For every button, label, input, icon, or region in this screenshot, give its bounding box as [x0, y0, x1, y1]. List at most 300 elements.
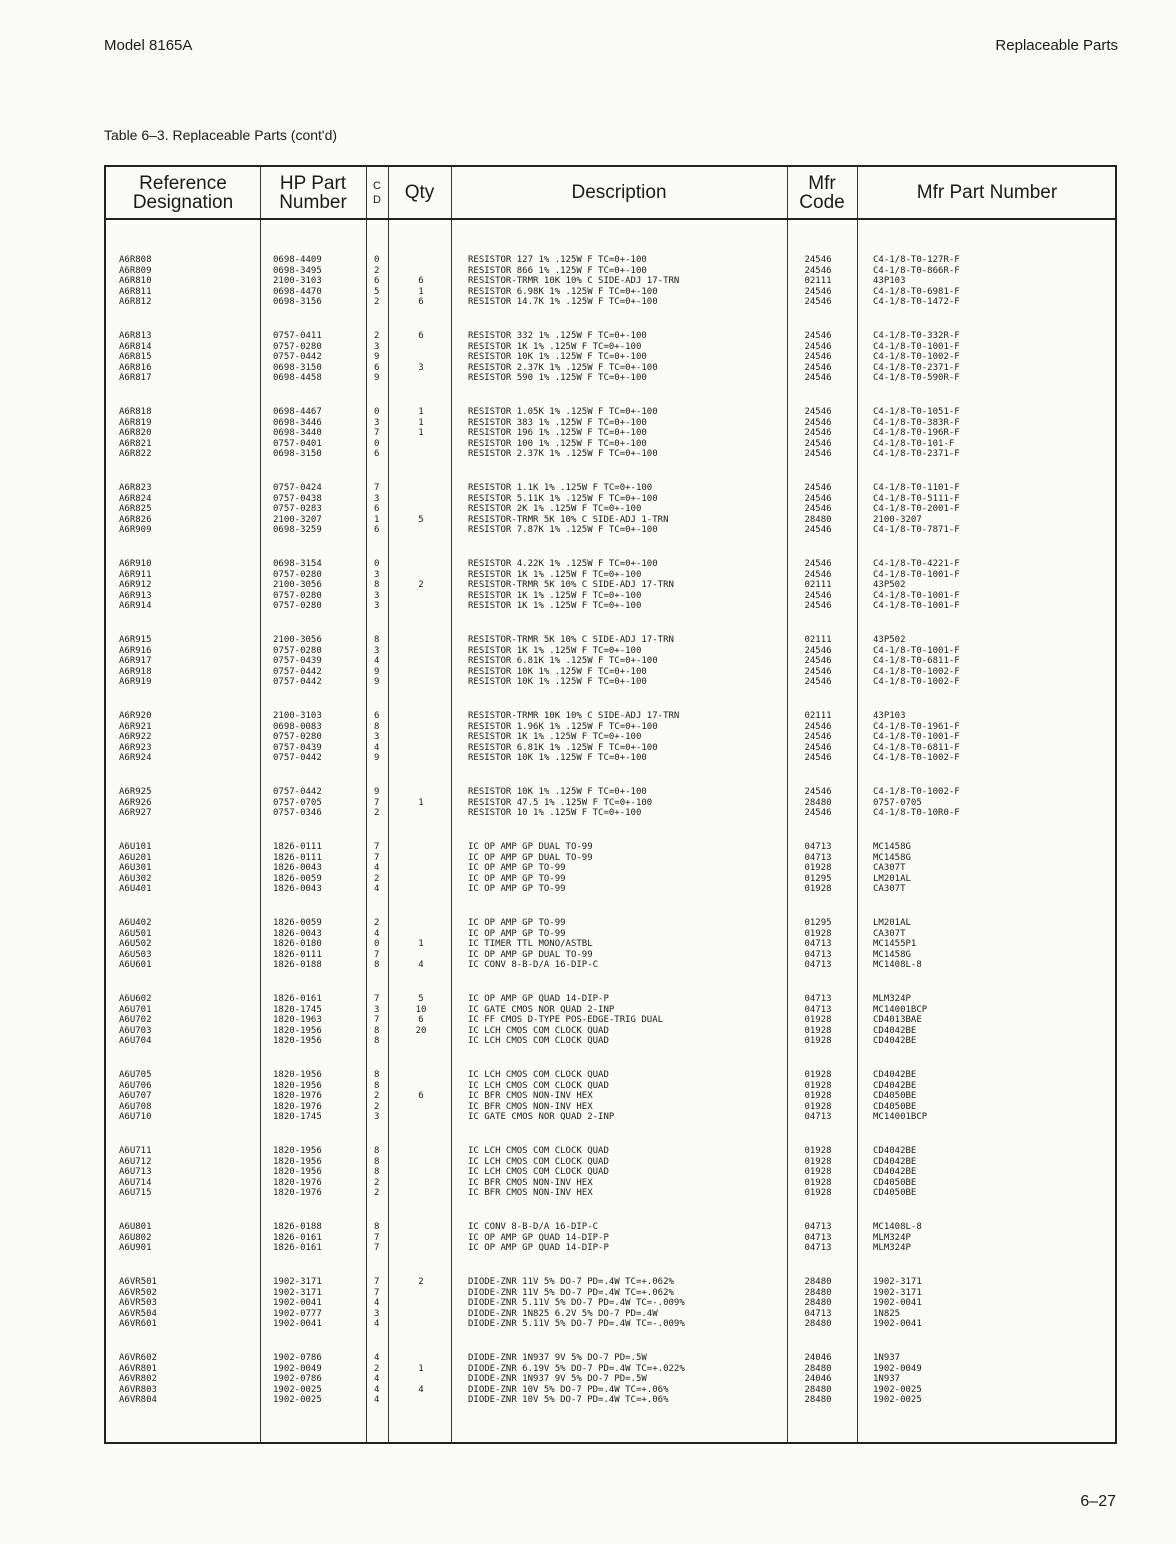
- cell-mpn: C4-1/8-T0-4221-F: [873, 559, 960, 569]
- cell-mfr: 24046: [804, 1353, 832, 1363]
- cell-mpn: 1N937: [873, 1353, 901, 1363]
- row-group: [106, 842, 1115, 895]
- cell-hp: 0757-0442: [273, 753, 322, 763]
- cell-qty: 4: [418, 1384, 424, 1395]
- cell-ref: A6U302: [119, 873, 152, 884]
- cell-mpn: C4-1/8-T0-1001-F: [873, 732, 960, 742]
- cell-qty: 6: [418, 331, 424, 341]
- table-row: [106, 494, 1115, 505]
- cell-cd: 7: [374, 1232, 380, 1243]
- cell-cd: 0: [374, 255, 380, 265]
- cell-ref: A6R823: [119, 483, 152, 493]
- cell-mfr: 01928: [804, 1091, 832, 1101]
- cell-mfr: 01928: [804, 1070, 832, 1080]
- cell-mpn: CD4050BE: [873, 1188, 917, 1198]
- table-row: [106, 842, 1115, 853]
- table-row: [106, 787, 1115, 798]
- table-row: [106, 994, 1115, 1005]
- cell-hp: 1826-0059: [273, 873, 322, 884]
- cell-ref: A6R825: [119, 504, 152, 514]
- cell-ref: A6R909: [119, 525, 152, 535]
- cell-hp: 1902-0786: [273, 1353, 322, 1363]
- cell-mfr: 24546: [804, 352, 832, 362]
- cell-hp: 0698-4458: [273, 373, 322, 383]
- cell-mpn: MC1458G: [873, 842, 911, 852]
- cell-mfr: 24546: [804, 656, 832, 666]
- cell-desc: DIODE-ZNR 5.11V 5% DO-7 PD=.4W TC=-.009%: [468, 1298, 685, 1308]
- table-row: [106, 732, 1115, 743]
- cell-ref: A6R819: [119, 417, 152, 428]
- cell-ref: A6R914: [119, 601, 152, 611]
- cell-desc: IC CONV 8-B-D/A 16-DIP-C: [468, 1222, 599, 1232]
- cell-mpn: C4-1/8-T0-101-F: [873, 438, 955, 449]
- cell-ref: A6R812: [119, 297, 152, 307]
- cell-hp: 0757-0442: [273, 352, 322, 362]
- cell-cd: 7: [374, 994, 380, 1004]
- cell-qty: 5: [418, 514, 424, 525]
- table-row: [106, 1005, 1115, 1016]
- table-row: [106, 1157, 1115, 1168]
- cell-mfr: 02111: [804, 711, 832, 721]
- cell-cd: 4: [374, 742, 380, 753]
- row-group: [106, 1146, 1115, 1199]
- cell-desc: RESISTOR-TRMR 5K 10% C SIDE-ADJ 1-TRN: [468, 514, 669, 525]
- cell-cd: 3: [374, 732, 380, 742]
- cell-desc: IC OP AMP GP QUAD 14-DIP-P: [468, 994, 609, 1004]
- cell-mpn: C4-1/8-T0-1002-F: [873, 666, 960, 677]
- table-row: [106, 580, 1115, 591]
- table-row: [106, 753, 1115, 764]
- cell-cd: 4: [374, 884, 380, 894]
- table-body: [106, 255, 1115, 1429]
- cell-mpn: 1902-0025: [873, 1395, 922, 1405]
- cell-hp: 1820-1956: [273, 1156, 322, 1167]
- cell-ref: A6U707: [119, 1091, 152, 1101]
- cell-mfr: 01928: [804, 1188, 832, 1198]
- cell-cd: 9: [374, 373, 380, 383]
- cell-mfr: 24546: [804, 525, 832, 535]
- table-row: [106, 874, 1115, 885]
- table-row: [106, 1081, 1115, 1092]
- cell-mpn: MLM324P: [873, 1243, 911, 1253]
- table-row: [106, 667, 1115, 678]
- cell-mpn: 43P103: [873, 711, 906, 721]
- cell-mpn: 2100-3207: [873, 514, 922, 525]
- cell-mpn: CD4050BE: [873, 1091, 917, 1101]
- cell-ref: A6R925: [119, 787, 152, 797]
- cell-hp: 1820-1956: [273, 1070, 322, 1080]
- cell-mpn: CA307T: [873, 884, 906, 894]
- cell-desc: RESISTOR 590 1% .125W F TC=0+-100: [468, 373, 647, 383]
- cell-ref: A6U802: [119, 1232, 152, 1243]
- cell-mpn: C4-1/8-T0-1001-F: [873, 645, 960, 656]
- cell-mfr: 24546: [804, 341, 832, 352]
- cell-ref: A6U703: [119, 1025, 152, 1036]
- cell-mfr: 24046: [804, 1374, 832, 1384]
- parts-table: [104, 165, 1117, 1444]
- cell-hp: 0757-0411: [273, 331, 322, 341]
- cell-desc: RESISTOR 1K 1% .125W F TC=0+-100: [468, 601, 642, 611]
- cell-qty: 1: [418, 417, 424, 428]
- cell-qty: 6: [418, 276, 424, 286]
- cell-cd: 3: [374, 645, 380, 656]
- cell-mpn: CD4042BE: [873, 1036, 917, 1046]
- cell-mpn: MC1408L-8: [873, 1222, 922, 1232]
- cell-cd: 3: [374, 493, 380, 504]
- cell-cd: 4: [374, 656, 380, 666]
- cell-ref: A6R826: [119, 514, 152, 525]
- cell-desc: IC LCH CMOS COM CLOCK QUAD: [468, 1167, 609, 1177]
- row-group: [106, 918, 1115, 971]
- page-number: 6–27: [1080, 1493, 1116, 1510]
- cell-mfr: 01928: [804, 1167, 832, 1177]
- cell-hp: 0757-0280: [273, 341, 322, 352]
- cell-mpn: C4-1/8-T0-1101-F: [873, 483, 960, 493]
- col-header-description: Description: [571, 182, 667, 203]
- cell-mfr: 04713: [804, 1232, 832, 1243]
- cell-hp: 1820-1956: [273, 1025, 322, 1036]
- cell-qty: 1: [418, 428, 424, 438]
- cell-desc: RESISTOR 1K 1% .125W F TC=0+-100: [468, 645, 642, 656]
- cell-desc: IC GATE CMOS NOR QUAD 2-INP: [468, 1004, 615, 1015]
- cell-ref: A6U708: [119, 1101, 152, 1112]
- cell-ref: A6R821: [119, 438, 152, 449]
- cell-ref: A6U601: [119, 960, 152, 970]
- cell-desc: IC OP AMP GP DUAL TO-99: [468, 842, 593, 852]
- cell-ref: A6R809: [119, 265, 152, 276]
- cell-hp: 0757-0346: [273, 808, 322, 818]
- cell-hp: 0757-0280: [273, 645, 322, 656]
- cell-mfr: 24546: [804, 265, 832, 276]
- cell-mfr: 04713: [804, 949, 832, 960]
- table-row: [106, 1146, 1115, 1157]
- cell-cd: 3: [374, 1308, 380, 1319]
- cell-hp: 1820-1956: [273, 1036, 322, 1046]
- cell-mfr: 04713: [804, 1112, 832, 1122]
- cell-qty: 20: [415, 1025, 427, 1036]
- cell-hp: 1820-1745: [273, 1112, 322, 1122]
- cell-hp: 1902-3171: [273, 1277, 322, 1287]
- cell-desc: RESISTOR 1.05K 1% .125W F TC=0+-100: [468, 407, 658, 417]
- cell-desc: RESISTOR 1K 1% .125W F TC=0+-100: [468, 341, 642, 352]
- cell-hp: 0757-0280: [273, 601, 322, 611]
- cell-mpn: 1N937: [873, 1374, 901, 1384]
- cell-mfr: 04713: [804, 960, 832, 970]
- table-row: [106, 1026, 1115, 1037]
- table-row: [106, 1364, 1115, 1375]
- table-row: [106, 483, 1115, 494]
- cell-hp: 1820-1976: [273, 1091, 322, 1101]
- cell-mfr: 28480: [804, 1363, 832, 1374]
- cell-cd: 4: [374, 928, 380, 939]
- cell-ref: A6U301: [119, 863, 152, 873]
- cell-mpn: C4-1/8-T0-2001-F: [873, 504, 960, 514]
- cell-hp: 0757-0439: [273, 742, 322, 753]
- cell-cd: 3: [374, 1004, 380, 1015]
- cell-ref: A6VR501: [119, 1277, 157, 1287]
- cell-mfr: 24546: [804, 297, 832, 307]
- table-row: [106, 1091, 1115, 1102]
- table-row: [106, 1288, 1115, 1299]
- cell-mfr: 24546: [804, 407, 832, 417]
- cell-qty: 1: [418, 286, 424, 297]
- cell-mpn: C4-1/8-T0-1961-F: [873, 721, 960, 732]
- cell-mpn: CD4042BE: [873, 1156, 917, 1167]
- cell-hp: 1902-0025: [273, 1395, 322, 1405]
- cell-desc: RESISTOR 10K 1% .125W F TC=0+-100: [468, 352, 647, 362]
- cell-ref: A6R818: [119, 407, 152, 417]
- table-row: [106, 352, 1115, 363]
- cell-mfr: 24546: [804, 732, 832, 742]
- cell-mfr: 04713: [804, 1243, 832, 1253]
- cell-ref: A6R817: [119, 373, 152, 383]
- cell-desc: IC LCH CMOS COM CLOCK QUAD: [468, 1146, 609, 1156]
- cell-hp: 1826-0111: [273, 949, 322, 960]
- cell-hp: 1826-0111: [273, 842, 322, 852]
- col-header-hp-part: HP Part Number: [279, 172, 347, 213]
- table-row: [106, 1277, 1115, 1288]
- cell-desc: RESISTOR-TRMR 10K 10% C SIDE-ADJ 17-TRN: [468, 711, 680, 721]
- cell-hp: 1826-0188: [273, 960, 322, 970]
- cell-hp: 0698-4409: [273, 255, 322, 265]
- cell-desc: IC BFR CMOS NON-INV HEX: [468, 1091, 593, 1101]
- cell-mfr: 24546: [804, 601, 832, 611]
- cell-cd: 3: [374, 417, 380, 428]
- table-row: [106, 287, 1115, 298]
- table-row: [106, 677, 1115, 688]
- cell-mfr: 28480: [804, 1395, 832, 1405]
- cell-mpn: 1N825: [873, 1308, 901, 1319]
- cell-qty: 1: [418, 407, 424, 417]
- row-group: [106, 1277, 1115, 1330]
- cell-hp: 1826-0111: [273, 852, 322, 863]
- cell-hp: 0698-3259: [273, 525, 322, 535]
- cell-mpn: 43P103: [873, 276, 906, 286]
- table-row: [106, 1385, 1115, 1396]
- cell-mpn: C4-1/8-T0-5111-F: [873, 493, 960, 504]
- cell-mfr: 28480: [804, 514, 832, 525]
- cell-ref: A6VR503: [119, 1298, 157, 1308]
- table-row: [106, 656, 1115, 667]
- cell-qty: 6: [418, 1091, 424, 1101]
- cell-mfr: 04713: [804, 1004, 832, 1015]
- cell-cd: 8: [374, 1070, 380, 1080]
- cell-mpn: C4-1/8-T0-6811-F: [873, 742, 960, 753]
- cell-ref: A6U714: [119, 1177, 152, 1188]
- cell-hp: 0757-0442: [273, 787, 322, 797]
- cell-desc: RESISTOR 10K 1% .125W F TC=0+-100: [468, 677, 647, 687]
- cell-desc: RESISTOR 6.81K 1% .125W F TC=0+-100: [468, 656, 658, 666]
- cell-hp: 1826-0043: [273, 884, 322, 894]
- cell-ref: A6R822: [119, 449, 152, 459]
- cell-mpn: LM201AL: [873, 918, 911, 928]
- cell-ref: A6R820: [119, 428, 152, 438]
- row-group: [106, 994, 1115, 1047]
- table-row: [106, 929, 1115, 940]
- cell-mfr: 24546: [804, 787, 832, 797]
- cell-mfr: 24546: [804, 753, 832, 763]
- cell-mfr: 28480: [804, 1384, 832, 1395]
- row-group: [106, 711, 1115, 764]
- cell-cd: 6: [374, 711, 380, 721]
- cell-ref: A6VR803: [119, 1384, 157, 1395]
- cell-mfr: 04713: [804, 994, 832, 1004]
- cell-desc: DIODE-ZNR 1N937 9V 5% DO-7 PD=.5W: [468, 1374, 647, 1384]
- cell-desc: RESISTOR 2.37K 1% .125W F TC=0+-100: [468, 362, 658, 373]
- cell-hp: 0757-0438: [273, 493, 322, 504]
- cell-hp: 0698-3440: [273, 428, 322, 438]
- cell-mpn: CA307T: [873, 863, 906, 873]
- table-row: [106, 1319, 1115, 1330]
- cell-mpn: C4-1/8-T0-2371-F: [873, 362, 960, 373]
- cell-hp: 0698-4470: [273, 286, 322, 297]
- cell-ref: A6U101: [119, 842, 152, 852]
- cell-desc: RESISTOR 2.37K 1% .125W F TC=0+-100: [468, 449, 658, 459]
- table-row: [106, 1167, 1115, 1178]
- cell-desc: IC LCH CMOS COM CLOCK QUAD: [468, 1036, 609, 1046]
- cell-mpn: CA307T: [873, 928, 906, 939]
- cell-hp: 1826-0059: [273, 918, 322, 928]
- cell-ref: A6U201: [119, 852, 152, 863]
- cell-hp: 1902-0041: [273, 1319, 322, 1329]
- table-row: [106, 1178, 1115, 1189]
- cell-cd: 8: [374, 1036, 380, 1046]
- table-row: [106, 1395, 1115, 1406]
- table-row: [106, 449, 1115, 460]
- cell-cd: 7: [374, 1015, 380, 1025]
- cell-cd: 0: [374, 939, 380, 949]
- table-caption: Table 6–3. Replaceable Parts (cont'd): [104, 127, 338, 143]
- cell-ref: A6R811: [119, 286, 152, 297]
- cell-hp: 0757-0280: [273, 569, 322, 580]
- cell-ref: A6U801: [119, 1222, 152, 1232]
- cell-desc: IC OP AMP GP TO-99: [468, 884, 566, 894]
- cell-hp: 1820-1745: [273, 1004, 322, 1015]
- cell-desc: IC BFR CMOS NON-INV HEX: [468, 1188, 593, 1198]
- cell-hp: 1826-0043: [273, 928, 322, 939]
- table-row: [106, 743, 1115, 754]
- cell-ref: A6R814: [119, 341, 152, 352]
- row-group: [106, 635, 1115, 688]
- cell-hp: 0757-0280: [273, 590, 322, 601]
- cell-mfr: 01928: [804, 863, 832, 873]
- table-row: [106, 939, 1115, 950]
- cell-cd: 2: [374, 873, 380, 884]
- cell-mfr: 24546: [804, 331, 832, 341]
- cell-ref: A6R918: [119, 666, 152, 677]
- cell-desc: DIODE-ZNR 10V 5% DO-7 PD=.4W TC=+.06%: [468, 1384, 669, 1395]
- cell-desc: DIODE-ZNR 10V 5% DO-7 PD=.4W TC=+.06%: [468, 1395, 669, 1405]
- cell-mpn: 43P502: [873, 580, 906, 590]
- cell-mpn: C4-1/8-T0-590R-F: [873, 373, 960, 383]
- cell-mfr: 01295: [804, 873, 832, 884]
- cell-mpn: CD4050BE: [873, 1101, 917, 1112]
- cell-hp: 2100-3103: [273, 276, 322, 286]
- cell-cd: 7: [374, 1243, 380, 1253]
- col-header-mfr-code: Mfr Code: [799, 172, 845, 213]
- cell-ref: A6VR602: [119, 1353, 157, 1363]
- cell-desc: RESISTOR 1.96K 1% .125W F TC=0+-100: [468, 721, 658, 732]
- cell-mpn: 1902-0049: [873, 1363, 922, 1374]
- cell-cd: 3: [374, 341, 380, 352]
- cell-hp: 1820-1956: [273, 1080, 322, 1091]
- cell-mpn: MC1455P1: [873, 939, 917, 949]
- cell-ref: A6U502: [119, 939, 152, 949]
- cell-desc: RESISTOR 1.1K 1% .125W F TC=0+-100: [468, 483, 653, 493]
- cell-desc: DIODE-ZNR 1N937 9V 5% DO-7 PD=.5W: [468, 1353, 647, 1363]
- cell-cd: 9: [374, 352, 380, 362]
- cell-cd: 8: [374, 1156, 380, 1167]
- cell-desc: IC OP AMP GP TO-99: [468, 863, 566, 873]
- cell-mfr: 24546: [804, 569, 832, 580]
- cell-mpn: MLM324P: [873, 994, 911, 1004]
- cell-cd: 4: [374, 1374, 380, 1384]
- col-header-reference: Reference Designation: [132, 172, 234, 213]
- cell-qty: 2: [418, 1277, 424, 1287]
- table-row: [106, 722, 1115, 733]
- cell-cd: 3: [374, 569, 380, 580]
- cell-mfr: 02111: [804, 580, 832, 590]
- cell-desc: RESISTOR 4.22K 1% .125W F TC=0+-100: [468, 559, 658, 569]
- cell-desc: IC OP AMP GP QUAD 14-DIP-P: [468, 1243, 609, 1253]
- cell-hp: 1820-1956: [273, 1146, 322, 1156]
- cell-mpn: C4-1/8-T0-196R-F: [873, 428, 960, 438]
- cell-ref: A6R927: [119, 808, 152, 818]
- cell-desc: DIODE-ZNR 5.11V 5% DO-7 PD=.4W TC=-.009%: [468, 1319, 685, 1329]
- cell-cd: 7: [374, 797, 380, 808]
- cell-ref: A6U702: [119, 1015, 152, 1025]
- cell-ref: A6R922: [119, 732, 152, 742]
- cell-hp: 2100-3056: [273, 580, 322, 590]
- table-row: [106, 515, 1115, 526]
- table-row: [106, 266, 1115, 277]
- cell-qty: 1: [418, 939, 424, 949]
- cell-mpn: C4-1/8-T0-866R-F: [873, 265, 960, 276]
- cell-mfr: 01928: [804, 1025, 832, 1036]
- cell-ref: A6U901: [119, 1243, 152, 1253]
- table-row: [106, 373, 1115, 384]
- cell-ref: A6R813: [119, 331, 152, 341]
- cell-desc: DIODE-ZNR 6.19V 5% DO-7 PD=.4W TC=+.022%: [468, 1363, 685, 1374]
- cell-desc: RESISTOR 6.98K 1% .125W F TC=0+-100: [468, 286, 658, 297]
- cell-ref: A6U706: [119, 1080, 152, 1091]
- cell-cd: 8: [374, 635, 380, 645]
- cell-cd: 6: [374, 449, 380, 459]
- cell-mpn: C4-1/8-T0-10R0-F: [873, 808, 960, 818]
- cell-cd: 2: [374, 1177, 380, 1188]
- cell-mfr: 24546: [804, 417, 832, 428]
- table-row: [106, 363, 1115, 374]
- cell-hp: 0757-0439: [273, 656, 322, 666]
- header-rule: [106, 218, 1115, 220]
- cell-desc: RESISTOR 100 1% .125W F TC=0+-100: [468, 438, 647, 449]
- cell-cd: 2: [374, 808, 380, 818]
- table-row: [106, 711, 1115, 722]
- table-row: [106, 1188, 1115, 1199]
- table-row: [106, 1112, 1115, 1123]
- table-row: [106, 1102, 1115, 1113]
- cell-ref: A6R921: [119, 721, 152, 732]
- cell-cd: 6: [374, 525, 380, 535]
- cell-desc: RESISTOR 10K 1% .125W F TC=0+-100: [468, 753, 647, 763]
- cell-hp: 1826-0161: [273, 1243, 322, 1253]
- cell-cd: 8: [374, 1025, 380, 1036]
- cell-mpn: C4-1/8-T0-1002-F: [873, 677, 960, 687]
- cell-cd: 7: [374, 1277, 380, 1287]
- cell-ref: A6VR802: [119, 1374, 157, 1384]
- cell-hp: 0757-0442: [273, 677, 322, 687]
- cell-mpn: C4-1/8-T0-2371-F: [873, 449, 960, 459]
